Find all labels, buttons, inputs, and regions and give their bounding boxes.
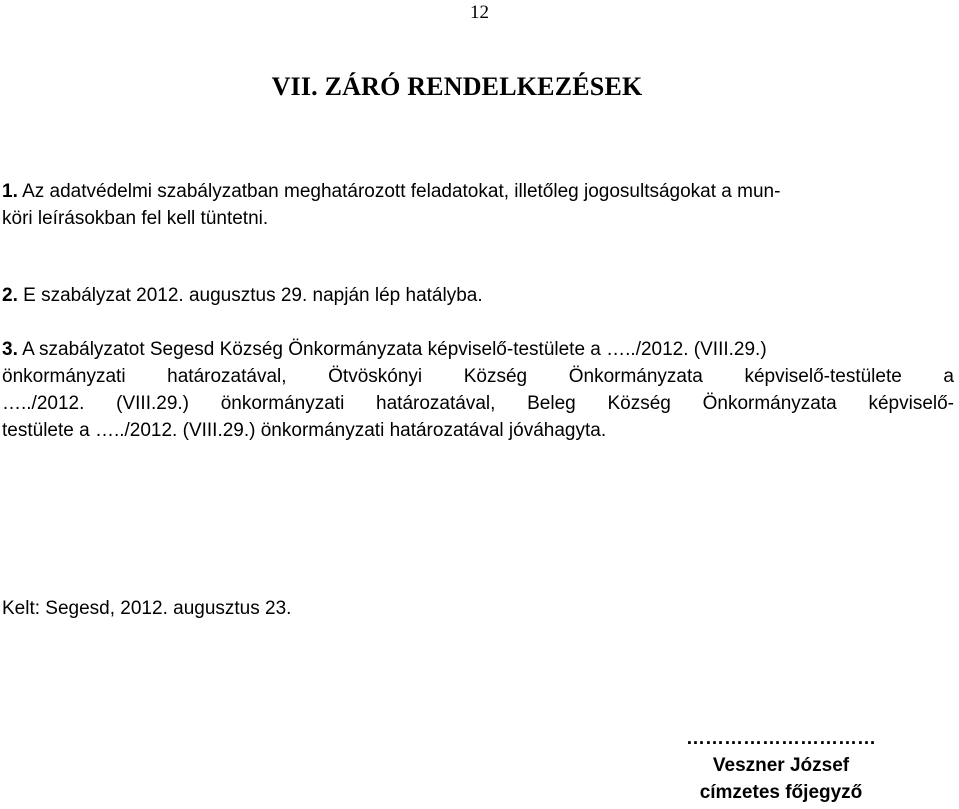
signature-block — [655, 725, 907, 806]
paragraph-3-line-1 — [2, 336, 954, 363]
paragraph-2 — [2, 282, 954, 309]
paragraph-2-line-1 — [2, 282, 954, 309]
date-line: Kelt: Segesd, 2012. augusztus 23. — [2, 598, 292, 619]
signatory-title: címzetes főjegyző — [699, 782, 863, 803]
chapter-title: VII. ZÁRÓ RENDELKEZÉSEK — [271, 72, 643, 101]
paragraph-1-number: 1. — [2, 181, 18, 202]
paragraph-3-text-line-2: önkormányzati határozatával, Ötvöskónyi Község Önkormányzata képviselő-testülete a — [2, 366, 954, 387]
paragraph-2-text-line-1: E szabályzat 2012. augusztus 29. napján lép hatályba. — [23, 285, 483, 306]
paragraph-3-text-line-1: A szabályzatot Segesd Község Önkormányzata képviselő-testülete a …../2012. (VIII.29.) — [22, 339, 767, 360]
paragraph-2-number: 2. — [2, 285, 18, 306]
paragraph-1-text-line-2: köri leírásokban fel kell tüntetni. — [2, 208, 269, 229]
paragraph-1 — [2, 178, 954, 232]
signature-dots: ………………………… — [686, 728, 876, 749]
paragraph-3 — [2, 336, 954, 444]
signatory-name: Veszner József — [712, 755, 850, 776]
paragraph-1-line-1 — [2, 178, 954, 205]
paragraph-3-number: 3. — [2, 339, 18, 360]
page-number: 12 — [470, 2, 489, 23]
paragraph-3-text-line-3: …../2012. (VIII.29.) önkormányzati határozatával, Beleg Község Önkormányzata képviselő- — [2, 393, 954, 414]
paragraph-3-text-line-4: testülete a …../2012. (VIII.29.) önkormányzati határozatával jóváhagyta. — [2, 420, 607, 441]
paragraph-1-text-line-1: Az adatvédelmi szabályzatban meghatározott feladatokat, illetőleg jogosultságokat a mun- — [22, 181, 781, 202]
